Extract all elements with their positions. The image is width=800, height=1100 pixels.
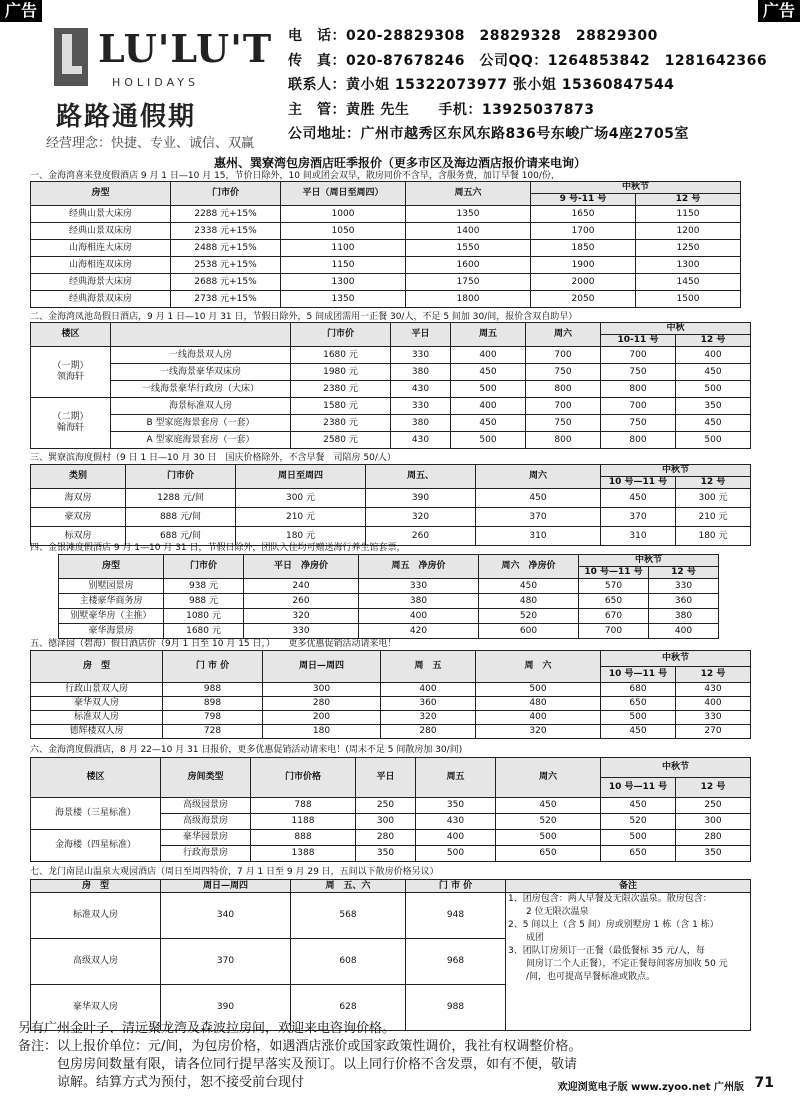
- table-cell: 330: [391, 398, 451, 415]
- table-cell: 210 元: [676, 508, 751, 527]
- table-cell: 海双房: [31, 489, 126, 508]
- table-cell: 800: [526, 432, 601, 449]
- table-cell: 280: [356, 830, 416, 846]
- table-row: [31, 240, 741, 257]
- table-cell: 430: [676, 683, 751, 697]
- table-cell: 968: [406, 939, 506, 985]
- table-cell: 400: [476, 711, 601, 725]
- table-cell: 海景标准双人房: [111, 398, 291, 415]
- table-cell: 330: [244, 624, 359, 639]
- table-cell: 888: [251, 830, 356, 846]
- table-cell: 240: [244, 579, 359, 594]
- table-cell: 390: [161, 985, 291, 1031]
- table-cell: 450: [676, 364, 751, 381]
- table-cell: 250: [676, 798, 751, 814]
- table-cell: 650: [601, 697, 676, 711]
- table-cell: 450: [479, 579, 579, 594]
- table-cell: 310: [476, 527, 601, 546]
- table-cell: 700: [601, 398, 676, 415]
- footer-line-4: 谅解。结算方式为预付，恕不接受前台现付: [18, 1075, 305, 1090]
- address-line: 公司地址：广州市越秀区东风东路836号东峻广场4座2705室: [288, 126, 689, 142]
- table-cell: 1100: [281, 240, 406, 257]
- table-cell: 340: [161, 893, 291, 939]
- table-cell: 628: [291, 985, 406, 1031]
- table-cell: 300: [356, 814, 416, 830]
- table-cell: 898: [163, 697, 263, 711]
- table-cell: 280: [676, 830, 751, 846]
- table-cell: 2050: [531, 291, 636, 308]
- table-cell: 经典海景大床房: [31, 274, 171, 291]
- table-cell: 标准双人房: [31, 893, 161, 939]
- table-cell: 520: [479, 609, 579, 624]
- table-cell: 330: [649, 579, 719, 594]
- ad-label-left: 广告: [0, 0, 42, 22]
- table-row: [31, 830, 751, 846]
- fax-line: 传 真：020-87678246 公司QQ：1264853842 1281642366: [288, 52, 768, 69]
- table-cell: 360: [649, 594, 719, 609]
- table-cell: 988: [163, 683, 263, 697]
- table-cell: 370: [161, 939, 291, 985]
- table-cell: 788: [251, 798, 356, 814]
- table-cell: 500: [601, 830, 676, 846]
- note-line: /间，也可提高早餐标准或散点。: [508, 972, 656, 982]
- table-cell: 800: [601, 381, 676, 398]
- table-cell: 500: [416, 846, 496, 862]
- table-cell: 700: [579, 624, 649, 639]
- table-cell: 330: [359, 579, 479, 594]
- table-cell: 1350: [281, 291, 406, 308]
- table-cell: 一线海景双人房: [111, 347, 291, 364]
- table-cell: 德辉楼双人房: [31, 725, 163, 739]
- table-cell: 450: [601, 798, 676, 814]
- table-cell: 经典山景双床房: [31, 223, 171, 240]
- table-cell: 350: [676, 846, 751, 862]
- table-cell: 1300: [281, 274, 406, 291]
- table-cell: 480: [476, 697, 601, 711]
- table-row: [31, 508, 751, 527]
- table-cell: 500: [676, 381, 751, 398]
- table-cell: 320: [366, 508, 476, 527]
- table-cell: 670: [579, 609, 649, 624]
- table-cell: 别墅豪华房（主推）: [59, 609, 164, 624]
- table-cell: 450: [496, 798, 601, 814]
- table-row: [31, 711, 751, 725]
- table-cell: 1700: [531, 223, 636, 240]
- table-cell: 728: [163, 725, 263, 739]
- table-cell: 高级园景房: [161, 798, 251, 814]
- table-row: [31, 489, 751, 508]
- table-cell: 1550: [406, 240, 531, 257]
- table-cell: 300 元: [676, 489, 751, 508]
- brand-tagline: 经营理念：快捷、专业、诚信、双赢: [46, 136, 255, 151]
- table-cell: 430: [391, 381, 451, 398]
- table-cell: 988: [406, 985, 506, 1031]
- table-cell: 主楼豪华商务房: [59, 594, 164, 609]
- table-row: [31, 347, 751, 364]
- table-row: [59, 624, 719, 639]
- table-cell: 450: [676, 415, 751, 432]
- table-cell: 1750: [406, 274, 531, 291]
- footer-line-2: 备注：以上报价单位：元/间，为包房价格，如遇酒店涨价或国家政策性调价，我社有权调整价格。: [18, 1039, 582, 1054]
- table-cell: 938 元: [164, 579, 244, 594]
- note-line: 2、5 间以上（含 5 间）房或别墅房 1 栋（含 1 栋）: [508, 920, 719, 930]
- table-row: [31, 893, 751, 939]
- table-cell: 标准双人房: [31, 711, 163, 725]
- brand-chinese: 路路通假期: [56, 102, 197, 132]
- table-cell: 350: [676, 398, 751, 415]
- manager-line: 主 管：黄胜 先生 手机：13925037873: [288, 101, 595, 118]
- table-row: [31, 274, 741, 291]
- table-cell: 1350: [406, 206, 531, 223]
- table-cell: 1150: [281, 257, 406, 274]
- table-cell: 高级海景房: [161, 814, 251, 830]
- table-cell: 280: [381, 725, 476, 739]
- table-cell: 豪华海景房: [59, 624, 164, 639]
- table-cell: 1000: [281, 206, 406, 223]
- table-cell: 650: [601, 846, 676, 862]
- brand-name: LU'LU'T: [98, 26, 273, 71]
- section-7-title: 七、龙门南昆山温泉大观园酒店（周日至周四特价，7 月 1 日至 9 月 29 日，五间以下散房价格另议）: [30, 867, 439, 877]
- table-cell: 别墅园景房: [59, 579, 164, 594]
- table-cell: 310: [601, 527, 676, 546]
- table-row: [31, 398, 751, 415]
- note-line: 1、团房包含：两人早餐及无限次温泉。散房包含：: [508, 894, 712, 904]
- table-cell: 688 元/间: [126, 527, 236, 546]
- table-cell: 2580 元: [291, 432, 391, 449]
- table-cell: 1680 元: [164, 624, 244, 639]
- table-cell: 250: [356, 798, 416, 814]
- table-cell: 520: [496, 814, 601, 830]
- ad-label-right: 广告: [758, 0, 800, 22]
- bottom-credit: [558, 1078, 764, 1093]
- table-cell: 2380 元: [291, 381, 391, 398]
- table-cell: 500: [676, 432, 751, 449]
- table-cell: 320: [476, 725, 601, 739]
- table-cell: 2380 元: [291, 415, 391, 432]
- table-cell: 210 元: [236, 508, 366, 527]
- table-cell: 750: [526, 415, 601, 432]
- section-6-title: 六、金海湾度假酒店，8 月 22—10 月 31 日报价，更多优惠促销活动请来电！(周末不足 5 间散房加 30/间): [30, 745, 463, 755]
- table-cell: 450: [601, 489, 676, 508]
- table-cell: 500: [451, 432, 526, 449]
- table-row: [31, 798, 751, 814]
- table-cell: 700: [526, 398, 601, 415]
- table-cell: 2488 元+15%: [171, 240, 281, 257]
- table-cell: 1800: [406, 291, 531, 308]
- table-cell: 标双房: [31, 527, 126, 546]
- table-cell: 320: [244, 609, 359, 624]
- group-cell: 金海楼（四星标准）: [31, 830, 161, 862]
- table-cell: 888 元/间: [126, 508, 236, 527]
- table-cell: 1400: [406, 223, 531, 240]
- table-cell: 高级双人房: [31, 939, 161, 985]
- group-cell: （一期） 领海轩: [31, 347, 111, 398]
- table-cell: 2000: [531, 274, 636, 291]
- table-cell: 2288 元+15%: [171, 206, 281, 223]
- table-cell: 一线海景豪华双床房: [111, 364, 291, 381]
- table-cell: 1900: [531, 257, 636, 274]
- table-cell: 520: [601, 814, 676, 830]
- table-cell: 380: [359, 594, 479, 609]
- table-cell: 480: [479, 594, 579, 609]
- section-5-table: 房 型 门 市 价 周日—周四 周 五 周 六 中秋节 10 号—11 号 12 号 行政山景双人房 988 300 400 500 680 430 豪华双人房 898 280 360 480 650 400 标准双人房 798 200 320 400 500 330 德辉楼双人房 728 180 280 320 450 270: [30, 650, 751, 739]
- table-cell: 山海相连双床房: [31, 257, 171, 274]
- table-cell: 500: [451, 381, 526, 398]
- table-cell: 420: [359, 624, 479, 639]
- table-row: [31, 683, 751, 697]
- notes-cell: [506, 893, 751, 1031]
- table-cell: 1288 元/间: [126, 489, 236, 508]
- table-cell: 180 元: [676, 527, 751, 546]
- table-cell: 2538 元+15%: [171, 257, 281, 274]
- table-cell: 400: [359, 609, 479, 624]
- table-cell: 430: [391, 432, 451, 449]
- section-6-table: 楼区 房间类型 门市价格 平日 周五 周六 中秋节 10 号—11 号 12 号 海景楼（三星标准） 高级园景房 788 250 350 450 450 250 高级海景房 1188 300 430 520 520 300 金海楼（四星标准） 豪华园景房 888 280 400 500 500 280 行政海景房 1388 350 500 650 650 350: [30, 757, 751, 862]
- table-cell: 370: [601, 508, 676, 527]
- table-cell: 400: [451, 398, 526, 415]
- table-cell: 750: [601, 415, 676, 432]
- table-cell: 2688 元+15%: [171, 274, 281, 291]
- table-cell: 行政山景双人房: [31, 683, 163, 697]
- section-7-table: 房 型 周日—周四 周 五、六 门 市 价 备注 标准双人房 340 568 948 1、团房包含：两人早餐及无限次温泉。散房包含： 2 位无限次温泉 2、5 间以上（含 5 间）房或别墅房 1 栋（含 1 栋） 成团 3、团队订房须订一正餐（最低餐标 35 元/人，每 间房订二个人正餐），不定正餐每间客房加收 50 元 /间，也可提高早餐标准或散点。 高级双人房 370 608 968 豪华双人房 390 628 988: [30, 879, 751, 1031]
- note-line: 2 位无限次温泉: [508, 907, 589, 917]
- section-5-title: 五、德泽园（碧海）假日酒店价（9月 1 日至 10 月 15 日，） 更多优惠促销活动请来电！: [30, 639, 397, 649]
- table-cell: 500: [476, 683, 601, 697]
- table-cell: 700: [601, 347, 676, 364]
- table-cell: 1980 元: [291, 364, 391, 381]
- contact-block: [288, 24, 793, 147]
- table-cell: 1850: [531, 240, 636, 257]
- section-3-table: 类别 门市价 周日至周四 周五、 周六 中秋节 10 号—11 号 12 号 海双房 1288 元/间 300 元 390 450 450 300 元 豪双房 888 元/间 210 元 320 370 370 210 元 标双房 688 元/间 180 元 260 310 310 180 元: [30, 464, 751, 546]
- table-cell: 800: [526, 381, 601, 398]
- table-cell: 380: [391, 415, 451, 432]
- table-cell: 经典山景大床房: [31, 206, 171, 223]
- table-cell: 200: [263, 711, 381, 725]
- table-cell: 1250: [636, 240, 741, 257]
- edition-label: 广州版: [714, 1082, 744, 1093]
- table-cell: 750: [526, 364, 601, 381]
- table-cell: 450: [451, 415, 526, 432]
- section-1-title: 一、金海湾喜来登度假酒店 9 月 1 日—10 月 15，节价日除外，10 间或团会双早，散房同价不含早，含服务费，加订早餐 100/份，: [30, 171, 560, 181]
- table-row: [59, 594, 719, 609]
- group-cell: （二期） 翰海轩: [31, 398, 111, 449]
- table-row: [59, 609, 719, 624]
- table-cell: 360: [381, 697, 476, 711]
- table-cell: 1650: [531, 206, 636, 223]
- table-cell: 390: [366, 489, 476, 508]
- table-cell: 豪华双人房: [31, 697, 163, 711]
- table-cell: 400: [381, 683, 476, 697]
- table-cell: 2338 元+15%: [171, 223, 281, 240]
- table-cell: 豪双房: [31, 508, 126, 527]
- table-cell: 行政海景房: [161, 846, 251, 862]
- note-line: 成团: [508, 933, 545, 943]
- table-cell: 450: [601, 725, 676, 739]
- table-cell: 948: [406, 893, 506, 939]
- table-cell: 300 元: [236, 489, 366, 508]
- table-cell: 350: [356, 846, 416, 862]
- table-cell: 270: [676, 725, 751, 739]
- table-cell: 430: [416, 814, 496, 830]
- table-cell: 680: [601, 683, 676, 697]
- bottom-text: 欢迎浏览电子版 www.zyoo.net: [557, 1082, 711, 1093]
- phone-line: 电 话：020-28829308 28829328 28829300: [288, 28, 658, 44]
- table-cell: 450: [451, 364, 526, 381]
- table-cell: 320: [381, 711, 476, 725]
- table-cell: 330: [676, 711, 751, 725]
- table-cell: 经典海景双床房: [31, 291, 171, 308]
- table-cell: 180 元: [236, 527, 366, 546]
- table-cell: 400: [676, 697, 751, 711]
- table-cell: 380: [649, 609, 719, 624]
- section-2-title: 二、金海湾凤池岛假日酒店，9 月 1 日—10 月 31 日，节假日除外，5 间成团需用一正餐 30/人，不足 5 间加 30/间，报价含双自助早）: [30, 312, 578, 322]
- table-cell: 600: [479, 624, 579, 639]
- brand-sub: HOLIDAYS: [112, 76, 199, 89]
- table-cell: 330: [391, 347, 451, 364]
- table-row: [31, 206, 741, 223]
- table-cell: 750: [601, 364, 676, 381]
- table-cell: 400: [451, 347, 526, 364]
- logo-mark-icon: [54, 28, 88, 86]
- table-cell: 180: [263, 725, 381, 739]
- table-cell: 570: [579, 579, 649, 594]
- note-line: 间房订二个人正餐），不定正餐每间客房加收 50 元: [508, 959, 728, 969]
- table-cell: 700: [526, 347, 601, 364]
- table-cell: 1200: [636, 223, 741, 240]
- note-line: 3、团队订房须订一正餐（最低餐标 35 元/人，每: [508, 946, 705, 956]
- table-cell: B 型家庭海景套房（一套）: [111, 415, 291, 432]
- table-cell: 380: [391, 364, 451, 381]
- group-cell: 海景楼（三星标准）: [31, 798, 161, 830]
- table-cell: 280: [263, 697, 381, 711]
- headline: 惠州、巽寮湾包房酒店旺季报价（更多市区及海边酒店报价请来电询）: [213, 156, 586, 170]
- table-cell: 260: [366, 527, 476, 546]
- table-row: [31, 257, 741, 274]
- table-cell: 400: [416, 830, 496, 846]
- table-cell: 500: [496, 830, 601, 846]
- table-cell: 500: [601, 711, 676, 725]
- table-cell: A 型家庭海景套房（一套）: [111, 432, 291, 449]
- table-row: [31, 432, 751, 449]
- table-cell: 豪华双人房: [31, 985, 161, 1031]
- table-cell: 370: [476, 508, 601, 527]
- footer-line-3: 包房房间数量有限，请各位同行提早落实及预订。以上同行价格不含发票，如有不便，敬请: [18, 1057, 578, 1072]
- table-cell: 260: [244, 594, 359, 609]
- table-cell: 650: [579, 594, 649, 609]
- table-cell: 一线海景豪华行政房（大床）: [111, 381, 291, 398]
- table-cell: 650: [496, 846, 601, 862]
- section-1-table: 房型 门市价 平日（周日至周四） 周五六 中秋节 9 号-11 号 12 号 经典山景大床房 2288 元+15% 1000 1350 1650 1150 经典山景双床房 2338 元+15% 1050 1400 1700 1200 山海相连大床房 2488 元+15% 1100 1550 1850 1250 山海相连双床房 2538 元+15% 1150 1600 1900 1300 经典海景大床房 2688 元+15% 1300 1750 2000 1450 经典海景双床房 2738 元+15% 1350 1800 2050 1500: [30, 181, 741, 308]
- table-row: [31, 381, 751, 398]
- table-cell: 1500: [636, 291, 741, 308]
- table-cell: 豪华园景房: [161, 830, 251, 846]
- table-cell: 1080 元: [164, 609, 244, 624]
- table-cell: 568: [291, 893, 406, 939]
- table-cell: 300: [676, 814, 751, 830]
- table-cell: 1388: [251, 846, 356, 862]
- table-row: [31, 725, 751, 739]
- table-cell: 300: [263, 683, 381, 697]
- table-cell: 988 元: [164, 594, 244, 609]
- table-cell: 400: [649, 624, 719, 639]
- table-cell: 山海相连大床房: [31, 240, 171, 257]
- page-number: 71: [754, 1075, 774, 1091]
- footer-line-1: 另有广州金叶子、清远聚龙湾及森波拉房间，欢迎来电咨询价格。: [18, 1021, 396, 1036]
- table-cell: 608: [291, 939, 406, 985]
- table-row: [31, 697, 751, 711]
- table-cell: 1050: [281, 223, 406, 240]
- table-cell: 1450: [636, 274, 741, 291]
- table-cell: 350: [416, 798, 496, 814]
- section-4-table: 房型 门市价 平日 净房价 周五 净房价 周六 净房价 中秋节 10 号—11 号 12 号 别墅园景房 938 元 240 330 450 570 330 主楼豪华商务房 988 元 260 380 480 650 360 别墅豪华房（主推） 1080 元 320 400 520 670 380 豪华海景房 1680 元 330 420 600 700 400: [58, 554, 719, 639]
- table-cell: 798: [163, 711, 263, 725]
- table-row: [31, 364, 751, 381]
- table-cell: 1600: [406, 257, 531, 274]
- section-4-title: 四、金银滩度假酒店 9 月 1—10 月 31 日，节假日除外，团队入住均可赠送海行养生馆套票，: [30, 543, 406, 553]
- table-row: [59, 579, 719, 594]
- table-cell: 1188: [251, 814, 356, 830]
- section-3-title: 三、巽寮滨海度假村（9 日 1 日—10 月 30 日 国庆价格除外，不含早餐 司陪房 50/人）: [30, 453, 396, 463]
- company-logo: [26, 20, 273, 151]
- table-cell: 1580 元: [291, 398, 391, 415]
- table-row: [31, 291, 741, 308]
- table-row: [31, 415, 751, 432]
- table-cell: 1680 元: [291, 347, 391, 364]
- table-cell: 1300: [636, 257, 741, 274]
- table-cell: 800: [601, 432, 676, 449]
- table-cell: 1150: [636, 206, 741, 223]
- section-2-table: 楼区 门市价 平日 周五 周六 中秋 10-11 号 12 号 （一期） 领海轩 一线海景双人房 1680 元 330 400 700 700 400 一线海景豪华双床房 1980 元 380 450 750 750 450 一线海景豪华行政房（大床） 2380 元 430 500 800 800 500 （二期） 翰海轩 海景标准双人房 1580 元 330 400 700 700 350 B 型家庭海景套房（一套） 2380 元 380 450 750 750 450 A 型家庭海景套房（一套） 2580 元 430 500 800 800 500: [30, 322, 751, 449]
- table-cell: 400: [676, 347, 751, 364]
- table-row: [31, 223, 741, 240]
- table-cell: 2738 元+15%: [171, 291, 281, 308]
- contact-person-line: 联系人：黄小姐 15322073977 张小姐 15360847544: [288, 77, 675, 93]
- table-cell: 450: [476, 489, 601, 508]
